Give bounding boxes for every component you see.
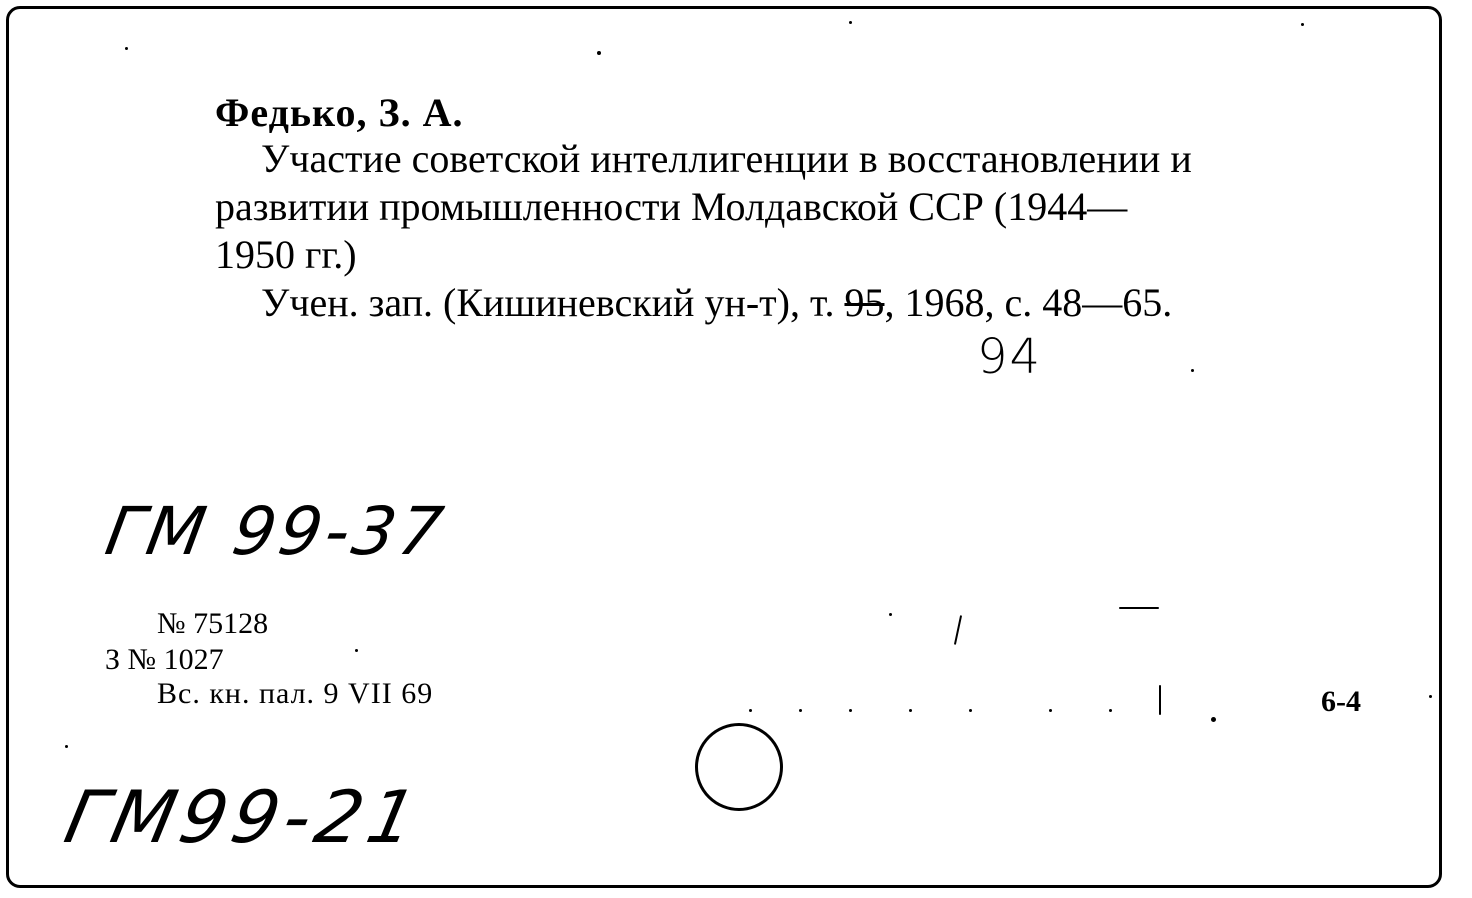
source-citation (261, 279, 1172, 326)
scan-speck (125, 47, 128, 50)
scan-speck (1109, 709, 1112, 712)
book-chamber-date: Вс. кн. пал. 9 VII 69 (157, 677, 434, 710)
scan-speck (749, 709, 752, 712)
scan-speck (1049, 709, 1052, 712)
scan-speck (909, 709, 912, 712)
title-line-3: 1950 гг.) (215, 232, 357, 277)
work-title (215, 135, 1369, 279)
struck-volume: 95 (844, 280, 885, 325)
scan-speck (969, 709, 972, 712)
source-suffix: , 1968, с. 48—65. (884, 280, 1173, 325)
handwritten-shelf-mark-1: ГМ 99-37 (100, 493, 453, 570)
catalog-card (6, 6, 1442, 888)
scan-speck (1191, 369, 1194, 372)
source-prefix: Учен. зап. (Кишиневский ун-т), т. (261, 280, 835, 325)
punch-hole-circle (695, 723, 783, 811)
z-number: З № 1027 (105, 643, 224, 676)
scan-speck (1119, 607, 1159, 609)
scan-speck (1429, 695, 1432, 698)
scan-speck (954, 615, 962, 645)
scan-speck (849, 21, 852, 24)
scan-speck (597, 51, 601, 55)
handwritten-shelf-mark-2: ГМ99-21 (58, 775, 430, 859)
scan-speck (65, 745, 68, 748)
scan-speck (889, 613, 892, 616)
scan-speck (355, 649, 358, 652)
scan-speck (849, 709, 852, 712)
author-name: Федько, З. А. (215, 90, 464, 135)
record-number: № 75128 (157, 607, 269, 640)
scan-speck (799, 709, 802, 712)
scan-speck (1211, 717, 1216, 722)
title-line-1: Участие советской интеллигенции в восстановлении и (261, 136, 1192, 181)
handwritten-volume-correction: 94 (977, 329, 1043, 385)
scan-speck (1301, 23, 1304, 26)
card-code: 6-4 (1321, 685, 1361, 718)
title-line-2: развитии промышленности Молдавской ССР (1944— (215, 184, 1128, 229)
scan-speck (1159, 685, 1161, 715)
